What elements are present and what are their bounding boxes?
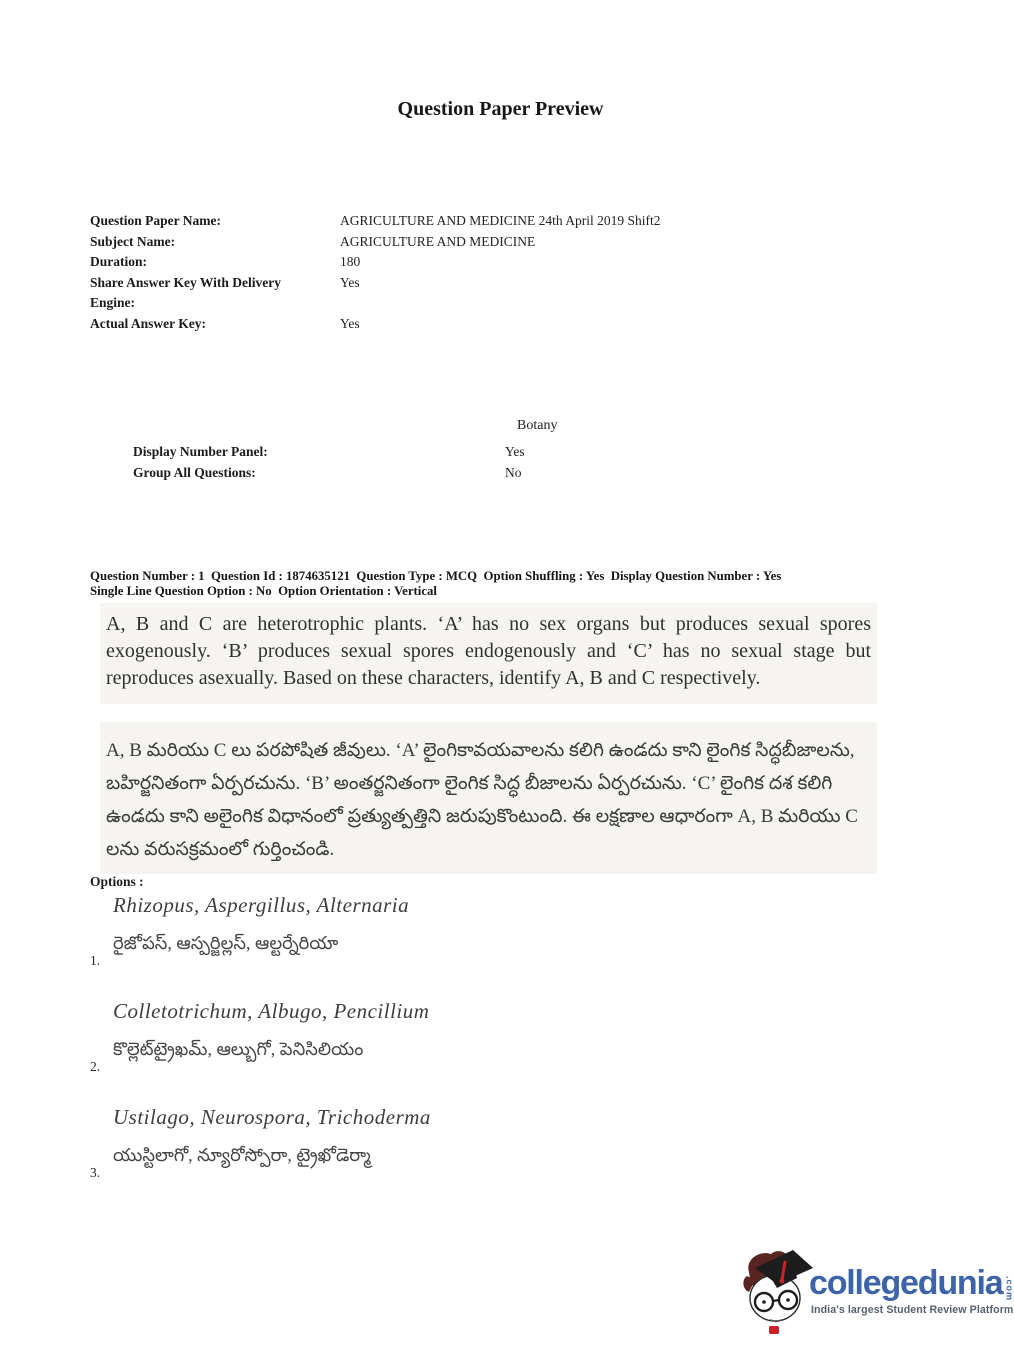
question-meta-line-2: Single Line Question Option : No Option Orientation : Vertical <box>90 583 437 598</box>
collegedunia-mascot-icon <box>737 1242 815 1334</box>
meta-value-actual-answer-key: Yes <box>340 315 360 331</box>
option-2-content <box>113 999 690 1061</box>
meta-label-subject-name: Subject Name: <box>90 233 176 249</box>
group-value-group-all-questions: No <box>505 465 522 480</box>
meta-value-duration: 180 <box>340 254 361 269</box>
table-row <box>90 211 890 232</box>
option-2-number: 2. <box>90 1059 101 1074</box>
meta-value-question-paper-name: AGRICULTURE AND MEDICINE 24th April 2019 Shift2 <box>340 213 661 228</box>
question-meta-line-1: Question Number : 1 Question Id : 1874635121 Question Type : MCQ Option Shuffling : Yes Display Question Number : Yes <box>90 569 782 583</box>
brand-tagline: India's largest Student Review Platform <box>811 1304 1014 1317</box>
option-2 <box>90 999 690 1075</box>
option-2-telugu: కొల్లెట్‌ట్రైఖమ్, ఆల్బుగో, పెనిసిలియం <box>113 1039 364 1059</box>
option-1-content <box>113 893 690 955</box>
collegedunia-logo <box>737 1242 1014 1334</box>
option-1-number: 1. <box>90 953 101 968</box>
question-meta <box>90 569 890 599</box>
table-row <box>90 252 890 273</box>
option-1 <box>90 893 690 969</box>
meta-label-actual-answer-key: Actual Answer Key: <box>90 315 206 331</box>
table-row <box>90 232 890 253</box>
meta-label-duration: Duration: <box>90 254 147 269</box>
option-3-telugu: యుస్టిలాగో, న్యూరోస్పోరా, ట్రైఖోడెర్మా <box>113 1145 371 1165</box>
meta-value-subject-name: AGRICULTURE AND MEDICINE <box>340 233 536 249</box>
group-label-display-number-panel: Display Number Panel: <box>133 444 268 459</box>
page-title: Question Paper Preview <box>397 98 604 120</box>
option-1-english: Rhizopus, Aspergillus, Alternaria <box>113 893 410 917</box>
table-row <box>90 314 890 335</box>
section-name-botany: Botany <box>517 418 558 433</box>
group-label-group-all-questions: Group All Questions: <box>133 465 256 480</box>
option-3-content <box>113 1105 690 1167</box>
brand-block <box>809 1266 1014 1316</box>
table-row <box>90 273 890 314</box>
paper-metadata-table <box>90 211 890 334</box>
brand-name: collegedunia <box>809 1264 1003 1302</box>
group-value-display-number-panel: Yes <box>505 444 525 459</box>
option-2-english: Colletotrichum, Albugo, Pencillium <box>113 999 430 1023</box>
question-text-english: A, B and C are heterotrophic plants. ‘A’ has no sex organs but produces sexual spores exogenously. ‘B’ produces sexual spores endogenously and ‘C’ has no sexual stage but reproduces asexually. Based on these characters, identify A, B and C respectively. <box>100 603 877 704</box>
meta-value-share-answer-key: Yes <box>340 274 360 290</box>
option-3-number: 3. <box>90 1165 101 1180</box>
options-label: Options : <box>90 874 144 889</box>
question-text-telugu: A, B మరియు C లు పరపోషిత జీవులు. ‘A’ లైంగికావయవాలను కలిగి ఉండదు కాని లైంగిక సిద్ధబీజాలను, బహిర్జనితంగా ఏర్పరచును. ‘B’ అంతర్జనితంగా లైంగిక సిద్ధ బీజాలను ఏర్పరచును. ‘C’ లైంగిక దశ కలిగి ఉండదు కాని అలైంగిక విధానంలో ప్రత్యుత్పత్తిని జరుపుకొంటుంది. ఈ లక్షణాల ఆధారంగా A, B మరియు C లను వరుసక్రమంలో గుర్తించండి. <box>100 722 877 874</box>
meta-label-share-answer-key: Share Answer Key With Delivery Engine: <box>90 274 281 310</box>
option-1-telugu: రైజోపస్, ఆస్పర్జిల్లస్, ఆల్టర్నేరియా <box>113 933 339 953</box>
options-list <box>90 893 690 1211</box>
option-3-english: Ustilago, Neurospora, Trichoderma <box>113 1105 431 1129</box>
brand-line <box>809 1266 1014 1301</box>
brand-suffix: .com <box>1004 1276 1014 1302</box>
meta-label-question-paper-name: Question Paper Name: <box>90 213 221 228</box>
option-3 <box>90 1105 690 1181</box>
